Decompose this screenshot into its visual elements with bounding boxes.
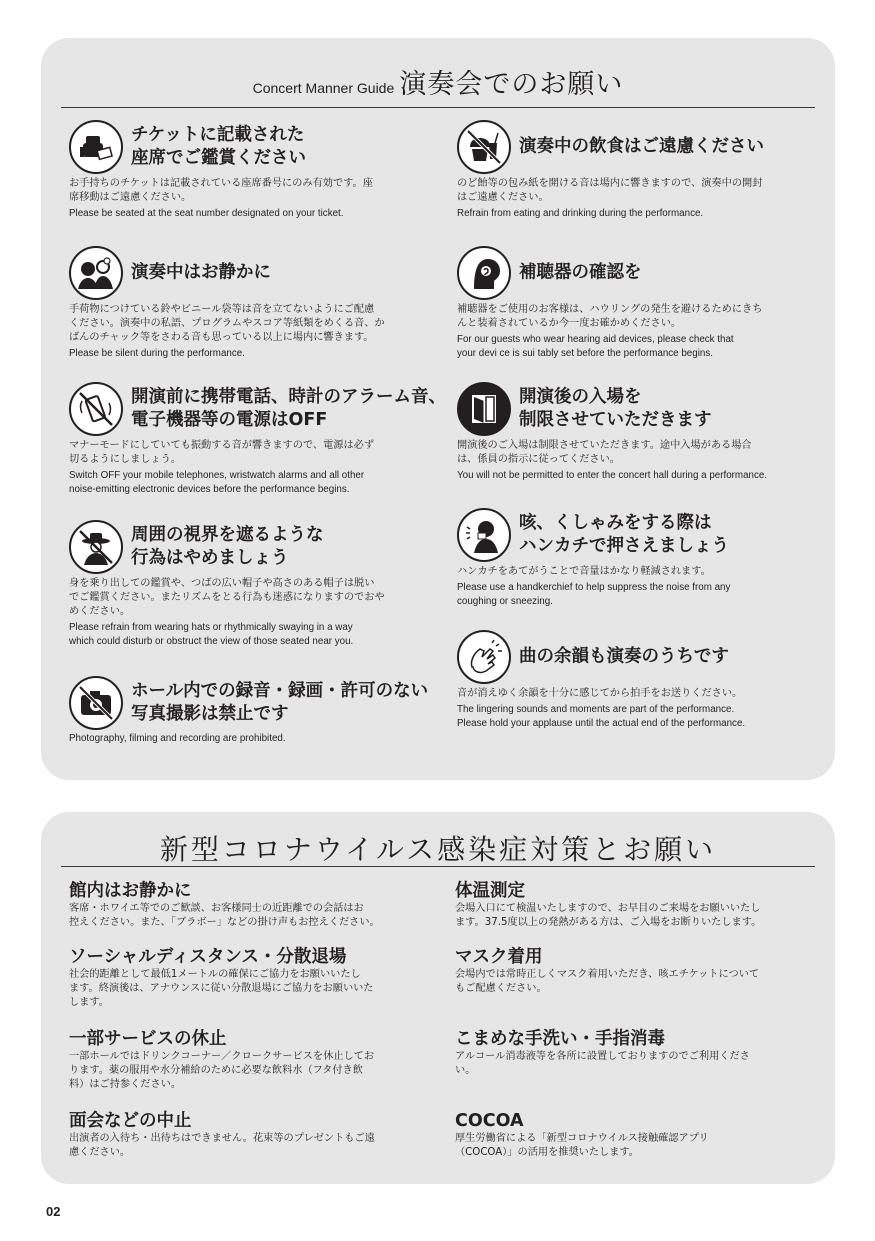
manner-item-recording [69,676,429,746]
corona-item-mask [455,946,815,996]
manner-item-title: 周囲の視界を遮るような 行為はやめましょう [131,525,324,568]
manner-item-title: 開演前に携帯電話、時計のアラーム音、 電子機器等の電源はOFF [131,387,446,430]
manner-item-title: ホール内での録音・録画・許可のない 写真撮影は禁止です [131,681,429,724]
no-hat-icon [69,520,123,574]
corona-item-title: こまめな手洗い・手指消毒 [455,1029,665,1049]
manner-item-jp: お手持ちのチケットは記載されている座席番号にのみ有効です。座 席移動はご遠慮ください。 [69,178,373,203]
corona-item-body: 出演者の入待ち・出待ちはできません。花束等のプレゼントもご遠 慮ください。 [69,1133,375,1158]
manner-item-jp: 手荷物につけている鈴やビニール袋等は音を立てないようにご配慮 ください。演奏中の私語、プログラムやスコア等紙類をめくる音、か ばんのチャック等をさわる音も思っている以上に場内に響きます。 [69,304,385,343]
no-food-icon [457,120,511,174]
manner-item-en: Please be silent during the performance. [69,348,245,359]
manner-item-seat [69,120,424,221]
manner-item-applause [457,630,812,731]
manner-item-view [69,520,424,649]
corona-item-services [69,1028,429,1092]
manner-item-en: Please refrain from wearing hats or rhythmically swaying in a way which could disturb or obstruct the view of those seated near you. [69,622,354,647]
no-camera-icon [69,676,123,730]
corona-item-temperature [455,880,815,930]
manner-guide-header [61,62,815,108]
corona-item-body: 会場内では常時正しくマスク着用いただき、咳エチケットについて もご配慮ください。 [455,969,760,994]
corona-header-title: 新型コロナウイルス感染症対策とお願い [159,833,717,866]
manner-guide-panel [41,38,835,780]
corona-item-distance [69,946,429,1010]
hearing-aid-icon [457,246,511,300]
manner-item-title: 演奏中はお静かに [131,262,271,283]
seat-ticket-icon [69,120,123,174]
corona-item-body: 一部ホールではドリンクコーナー／クロークサービスを休止してお ります。薬の服用や水分補給のために必要な飲料水（フタ付き飲 料）はご持参ください。 [69,1051,375,1090]
corona-item-title: 館内はお静かに [69,881,192,901]
corona-item-title: ソーシャルディスタンス・分散退場 [69,947,347,967]
manner-item-food [457,120,812,221]
manner-item-en: The lingering sounds and moments are part of the performance. Please hold your applause until the actual end of the performance. [457,704,746,729]
manner-item-phone [69,382,446,497]
corona-item-body: アルコール消毒液等を各所に設置しておりますのでご利用くださ い。 [455,1051,750,1076]
manner-item-title: 補聴器の確認を [519,262,642,283]
manner-item-title: チケットに記載された 座席でご鑑賞ください [131,125,306,168]
manner-item-entry [457,382,812,483]
manner-item-en: Switch OFF your mobile telephones, wristwatch alarms and all other noise-emitting electronic devices before the performance begins. [69,470,365,495]
manner-item-jp: マナーモードにしていても振動する音が響きますので、電源は必ず 切るようにしましょう。 [69,440,375,465]
quiet-audience-icon [69,246,123,300]
page-number: 02 [46,1204,61,1219]
corona-item-body: 厚生労働省による「新型コロナウイルス接触確認アプリ （COCOA）」の活用を推奨いたします。 [455,1133,709,1158]
manner-item-jp: 身を乗り出しての鑑賞や、つばの広い帽子や高さのある帽子は脱い でご鑑賞ください。またリズムをとる行為も迷惑になりますのでおや めください。 [69,578,385,617]
manner-item-en: You will not be permitted to enter the concert hall during a performance. [457,470,768,481]
manner-item-en: Please be seated at the seat number designated on your ticket. [69,208,344,219]
manner-item-jp: のど飴等の包み紙を開ける音は場内に響きますので、演奏中の開封 はご遠慮ください。 [457,178,763,203]
clapping-hands-icon [457,630,511,684]
manner-item-cough [457,508,812,609]
corona-item-body: 社会的距離として最低1メートルの確保にご協力をお願いいたし ます。終演後は、アナウンスに従い分散退場にご協力をお願いいた します。 [69,969,374,1008]
corona-item-title: 一部サービスの休止 [69,1029,227,1049]
corona-item-handwash [455,1028,815,1078]
corona-item-body: 客席・ホワイエ等でのご歓談、お客様同士の近距離での会話はお 控えください。また、「ブラボー」などの掛け声もお控えください。 [69,903,380,928]
manner-item-en: For our guests who wear hearing aid devices, please check that your devi ce is sui tably set before the performance begins. [457,334,734,359]
cough-icon [457,508,511,562]
manner-item-title: 曲の余韻も演奏のうちです [519,646,729,667]
manner-item-hearing [457,246,812,361]
manner-item-jp: 開演後のご入場は制限させていただきます。途中入場がある場合 は、係員の指示に従ってください。 [457,440,752,465]
manner-item-en: Please use a handkerchief to help suppress the noise from any coughing or sneezing. [457,582,731,607]
corona-item-quiet [69,880,429,930]
manner-guide-header-jp: 演奏会でのお願い [399,69,624,100]
manner-item-title: 開演後の入場を 制限させていただきます [519,387,712,430]
manner-item-title: 演奏中の飲食はご遠慮ください [519,136,764,157]
door-icon [457,382,511,436]
no-phone-icon [69,382,123,436]
corona-item-title: 体温測定 [455,881,525,901]
corona-item-title: 面会などの中止 [69,1111,192,1131]
manner-item-jp: 音が消えゆく余韻を十分に感じてから拍手をお送りください。 [457,688,743,699]
corona-item-title: COCOA [455,1111,524,1131]
manner-item-jp: ハンカチをあてがうことで音量はかなり軽減されます。 [457,566,711,577]
manner-item-title: 咳、くしゃみをする際は ハンカチで押さえましょう [519,513,729,556]
manner-item-quiet [69,246,424,361]
manner-item-en: Photography, filming and recording are prohibited. [69,733,286,744]
manner-item-en: Refrain from eating and drinking during the performance. [457,208,704,219]
corona-item-body: 会場入口にて検温いたしますので、お早目のご来場をお願いいたし ます。37.5度以上の発熱がある方は、ご入場をお断りいたします。 [455,903,762,928]
corona-panel [41,812,835,1184]
manner-item-jp: 補聴器をご使用のお客様は、ハウリングの発生を避けるためにきち んと装着されているか今一度お確かめください。 [457,304,763,329]
corona-header [61,828,815,867]
corona-item-meeting [69,1110,429,1160]
manner-guide-header-en: Concert Manner Guide [252,80,395,96]
corona-item-title: マスク着用 [455,947,543,967]
corona-item-cocoa [455,1110,815,1160]
